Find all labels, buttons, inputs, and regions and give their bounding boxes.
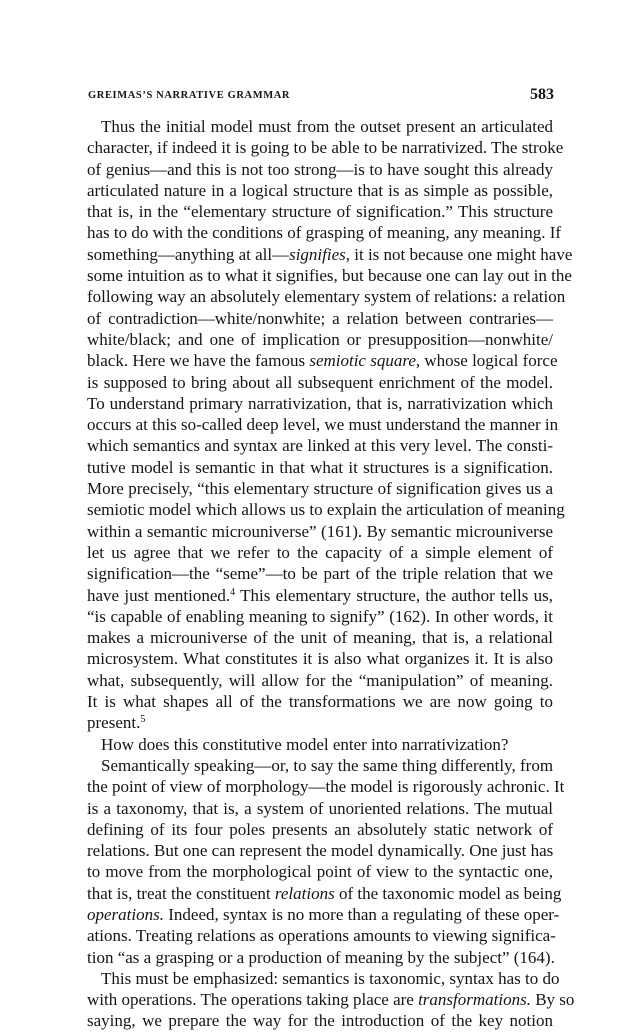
page-number: 583 xyxy=(530,86,554,103)
text-segment: with operations. The operations taking place are xyxy=(87,990,419,1010)
text-line xyxy=(87,1010,553,1031)
text-segment: has to do with the conditions of grasping of meaning, any meaning. If xyxy=(87,223,562,243)
text-segment: character, if indeed it is going to be able to be narrativized. The stroke xyxy=(87,138,564,158)
running-head xyxy=(88,86,554,110)
text-line xyxy=(87,883,562,904)
text-segment: Semantically speaking—or, to say the same thing differently, from xyxy=(101,755,554,775)
text-line xyxy=(87,798,553,819)
text-line xyxy=(87,563,553,584)
text-segment: signification—the “seme”—to be part of the triple relation that we xyxy=(87,564,553,584)
text-segment: defining of its four poles presents an absolutely static network of xyxy=(87,819,553,839)
italic-text: semiotic square, xyxy=(309,351,421,371)
text-segment: black. Here we have the famous xyxy=(87,351,310,371)
text-line xyxy=(87,712,553,733)
text-segment: what, subsequently, will allow for the “manipulation” of meaning. xyxy=(87,670,553,690)
italic-text: relations xyxy=(274,883,335,903)
text-line xyxy=(87,968,560,989)
text-line xyxy=(87,478,553,499)
text-line xyxy=(87,989,575,1010)
running-head-title: GREIMAS’S NARRATIVE GRAMMAR xyxy=(88,90,291,101)
text-segment: occurs at this so-called deep level, we must understand the manner in xyxy=(87,415,559,435)
text-segment: This must be emphasized: semantics is taxonomic, syntax has to do xyxy=(101,968,560,988)
italic-text: transformations. xyxy=(418,990,531,1010)
text-segment: whose logical force xyxy=(420,351,558,371)
text-line xyxy=(87,329,553,350)
text-segment: More precisely, “this elementary structure of signification gives us a xyxy=(87,479,553,499)
text-line xyxy=(87,627,553,648)
text-line xyxy=(87,585,553,606)
footnote-ref: 4 xyxy=(230,586,236,598)
text-line xyxy=(87,947,553,968)
text-line xyxy=(87,137,564,158)
text-segment: it is not because one might have xyxy=(350,244,573,264)
text-segment: tion “as a grasping or a production of meaning by the subject” (164). xyxy=(87,947,555,967)
text-segment: some intuition as to what it signifies, but because one can lay out in the xyxy=(87,266,572,286)
text-line xyxy=(87,414,559,435)
text-segment: microsystem. What constitutes it is also what organizes it. It is also xyxy=(87,649,553,669)
text-segment: present. xyxy=(87,713,141,733)
text-segment: is a taxonomy, that is, a system of unoriented relations. The mutual xyxy=(87,798,553,818)
text-line xyxy=(87,521,553,542)
text-line xyxy=(87,904,560,925)
text-segment: something—anything at all— xyxy=(87,244,290,264)
text-segment: the point of view of morphology—the model is rigorously achronic. It xyxy=(87,777,565,797)
text-segment: ations. Treating relations as operations amounts to viewing significa- xyxy=(87,926,556,946)
text-line xyxy=(87,542,553,563)
text-line xyxy=(87,308,553,329)
text-segment: semiotic model which allows us to explain the articulation of meaning xyxy=(87,500,565,520)
text-line xyxy=(87,691,553,712)
text-segment: of genius—and this is not too strong—is to have sought this already xyxy=(87,159,553,179)
text-segment: Indeed, syntax is no more than a regulating of these oper- xyxy=(163,904,560,924)
text-line xyxy=(87,861,553,882)
text-segment: By so xyxy=(530,990,575,1010)
italic-text: operations. xyxy=(87,904,164,924)
text-line xyxy=(87,159,553,180)
text-segment: that is, in the “elementary structure of signification.” This structure xyxy=(87,202,553,222)
text-line xyxy=(87,819,553,840)
text-segment: which semantics and syntax are linked at this very level. The consti- xyxy=(87,436,553,456)
text-segment: This elementary structure, the author tells us, xyxy=(235,585,553,605)
text-segment: that is, treat the constituent xyxy=(87,883,275,903)
text-segment: saying, we prepare the way for the introduction of the key notion xyxy=(87,1011,553,1031)
text-line xyxy=(87,840,553,861)
text-line xyxy=(87,116,553,137)
text-segment: “is capable of enabling meaning to signify” (162). In other words, it xyxy=(87,606,553,626)
text-line xyxy=(87,180,553,201)
text-line xyxy=(87,776,565,797)
footnote-ref: 5 xyxy=(140,714,146,726)
text-line xyxy=(87,244,573,265)
text-segment: makes a microuniverse of the unit of meaning, that is, a relational xyxy=(87,628,553,648)
text-line xyxy=(87,499,565,520)
text-segment: relations. But one can represent the model dynamically. One just has xyxy=(87,841,554,861)
text-line xyxy=(87,435,553,456)
text-segment: of the taxonomic model as being xyxy=(334,883,562,903)
text-segment: It is what shapes all of the transformations we are now going to xyxy=(87,692,553,712)
text-line xyxy=(87,457,553,478)
text-segment: is supposed to bring about all subsequent enrichment of the model. xyxy=(87,372,553,392)
text-segment: within a semantic microuniverse” (161). By semantic microuniverse xyxy=(87,521,553,541)
text-line xyxy=(87,286,566,307)
text-line xyxy=(87,350,558,371)
text-line xyxy=(87,606,553,627)
text-line xyxy=(87,648,553,669)
text-line xyxy=(87,393,553,414)
text-segment: white/black; and one of implication or presupposition—nonwhite/ xyxy=(87,329,553,349)
text-line xyxy=(87,201,553,222)
text-line xyxy=(87,670,553,691)
text-line xyxy=(87,265,572,286)
text-line xyxy=(87,734,553,755)
text-segment: of contradiction—white/nonwhite; a relation between contraries— xyxy=(87,308,553,328)
text-segment: To understand primary narrativization, that is, narrativization which xyxy=(87,393,553,413)
text-segment: How does this constitutive model enter into narrativization? xyxy=(101,734,509,754)
text-segment: articulated nature in a logical structure that is as simple as possible, xyxy=(87,180,553,200)
italic-text: signifies, xyxy=(289,244,351,264)
text-segment: Thus the initial model must from the outset present an articulated xyxy=(101,117,553,136)
text-segment: let us agree that we refer to the capacity of a simple element of xyxy=(87,542,553,562)
text-segment: tutive model is semantic in that what it structures is a signification. xyxy=(87,457,553,477)
text-segment: to move from the morphological point of view to the syntactic one, xyxy=(87,862,553,882)
text-line xyxy=(87,222,562,243)
text-segment: have just mentioned. xyxy=(87,585,231,605)
text-line xyxy=(87,372,553,393)
text-segment: following way an absolutely elementary system of relations: a relation xyxy=(87,287,566,307)
text-line xyxy=(87,925,556,946)
text-line xyxy=(87,755,553,776)
body-text xyxy=(87,116,575,1032)
